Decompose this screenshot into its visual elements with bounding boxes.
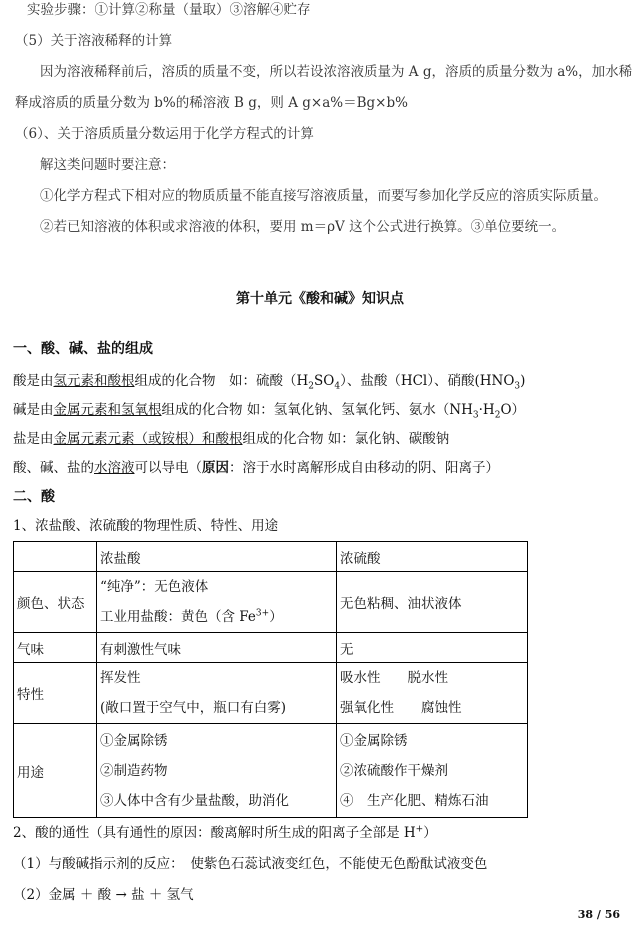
- page-number: 38 / 56: [577, 908, 620, 921]
- cell-h2so4-smell: 无: [337, 633, 528, 663]
- cell-h2so4-properties: 吸水性 脱水性 强氧化性 腐蚀性: [337, 663, 528, 724]
- row-label-uses: 用途: [14, 724, 97, 818]
- cell-h2so4-uses: ①金属除锈 ②浓硫酸作干燥剂 ④ 生产化肥、精炼石油: [337, 724, 528, 818]
- table-corner-cell: [14, 542, 97, 572]
- unit-title: 第十单元《酸和碱》知识点: [236, 291, 404, 307]
- column-header-hcl: 浓盐酸: [97, 542, 337, 572]
- row-label-smell: 气味: [14, 633, 97, 663]
- base-definition: 碱是由金属元素和氢氧根组成的化合物 如：氢氧化钠、氢氧化钙、氨水$(NH_3\cdot H_2O)$: [13, 402, 526, 421]
- acid-definition: 酸是由氢元素和酸根组成的化合物 如：硫酸$(H_2SO_4)$、盐酸（HCl）、硝酸$(HNO_3)$: [13, 373, 526, 392]
- cell-hcl-properties: 挥发性 (敞口置于空气中，瓶口有白雾): [97, 663, 337, 724]
- note-item-1: ①化学方程式下相对应的物质质量不能直接写溶液质量，而要写参加化学反应的溶质实际质量。: [40, 188, 607, 204]
- experiment-steps: 实验步骤：①计算②称量（量取）③溶解④贮存: [27, 2, 311, 18]
- table-row-smell: [14, 633, 528, 663]
- dilution-paragraph-line-1: 因为溶液稀释前后，溶质的质量不变，所以若设浓溶液质量为 A g，溶质的质量分数为 a%，加水稀: [40, 64, 633, 80]
- dilution-paragraph-line-2: 释成溶质的质量分数为 b%的稀溶液 B g，则 A g×a%＝Bg×b%: [15, 95, 408, 111]
- metal-acid-reaction-item: （2）金属 ＋ 酸 → 盐 ＋ 氢气: [13, 887, 194, 903]
- cell-h2so4-color-state: 无色粘稠、油状液体: [337, 572, 528, 633]
- acid-common-properties-subheading: 2、酸的通性（具有通性的原因：酸离解时所生成的阳离子全部是 H+）: [13, 824, 437, 841]
- note-item-2: ②若已知溶液的体积或求溶液的体积，要用 m＝ρV 这个公式进行换算。③单位要统一。: [40, 219, 566, 235]
- cell-hcl-smell: 有刺激性气味: [97, 633, 337, 663]
- table-row-uses: [14, 724, 528, 818]
- equation-heading: （6）、关于溶质质量分数运用于化学方程式的计算: [15, 126, 314, 142]
- table-header-row: [14, 542, 528, 572]
- conductivity-note: 酸、碱、盐的水溶液可以导电（原因：溶于水时离解形成自由移动的阴、阳离子）: [13, 460, 499, 476]
- section-2-heading: 二、酸: [13, 489, 55, 505]
- section-1-heading: 一、酸、碱、盐的组成: [13, 341, 153, 357]
- acid-properties-subheading: 1、浓盐酸、浓硫酸的物理性质、特性、用途: [13, 518, 279, 534]
- column-header-h2so4: 浓硫酸: [337, 542, 528, 572]
- cell-hcl-uses: ①金属除锈 ②制造药物 ③人体中含有少量盐酸，助消化: [97, 724, 337, 818]
- dilution-heading: （5）关于溶液稀释的计算: [15, 33, 173, 49]
- salt-definition: 盐是由金属元素元素（或铵根）和酸根组成的化合物 如：氯化钠、碳酸钠: [13, 431, 450, 447]
- note-intro: 解这类问题时要注意：: [40, 157, 175, 173]
- table-row-color-state: [14, 572, 528, 633]
- table-row-properties: [14, 663, 528, 724]
- cell-hcl-color-state: “纯净”：无色液体 工业用盐酸：黄色（含 $Fe^{3+}$）: [97, 572, 337, 633]
- row-label-color-state: 颜色、状态: [14, 572, 97, 633]
- row-label-properties: 特性: [14, 663, 97, 724]
- acid-properties-table: [13, 541, 528, 818]
- indicator-reaction-item: （1）与酸碱指示剂的反应： 使紫色石蕊试液变红色，不能使无色酚酞试液变色: [13, 856, 488, 872]
